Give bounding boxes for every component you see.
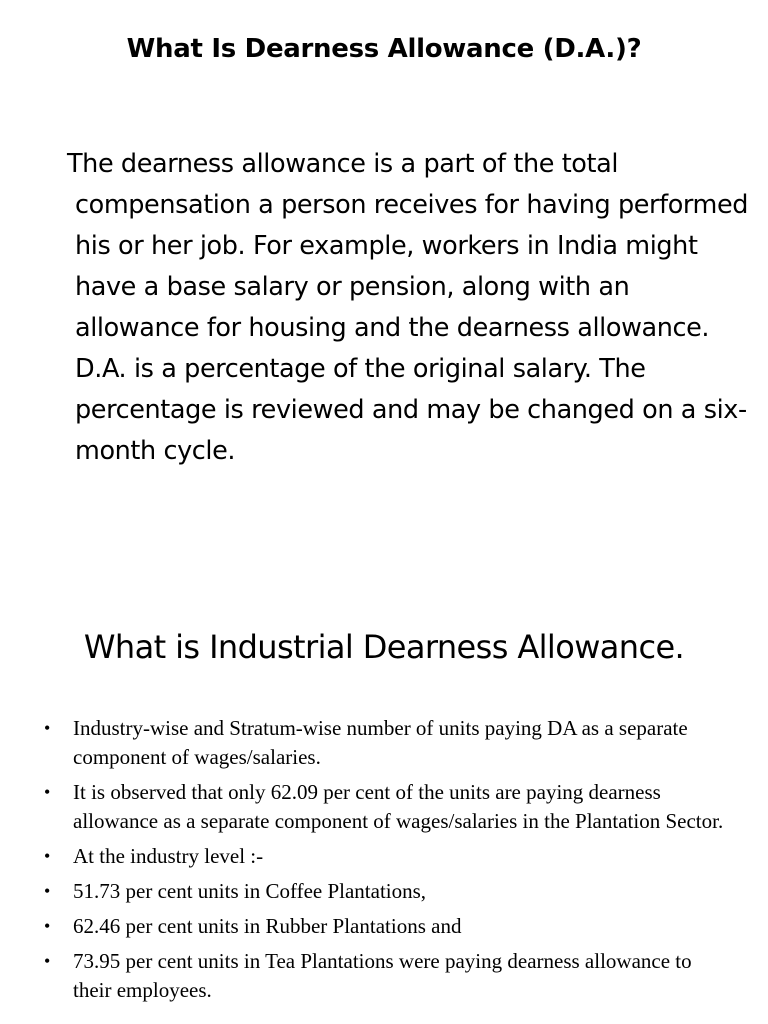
bullet-icon: • [44,846,51,866]
list-item-text: It is observed that only 62.09 per cent of the units are paying dearness allowance as a separate component of wages/salaries in the Plantation Sector. [73,780,724,833]
bullet-icon: • [44,881,51,901]
bullet-icon: • [44,951,51,971]
slide-title: What Is Dearness Allowance (D.A.)? [126,34,642,64]
definition-paragraph: The dearness allowance is a part of the total compensation a person receives for having performed his or her job. For example, workers in India might have a base salary or pension, along with an allowance for housing and the dearness allowance. D.A. is a percentage of the original salary. The percentage is reviewed and may be changed on a six-month cycle. [67,149,749,466]
list-item [44,714,734,772]
bullet-icon: • [44,718,51,738]
list-item [44,912,734,941]
list-item-text: 51.73 per cent units in Coffee Plantations, [73,879,427,903]
list-item [44,877,734,906]
list-item [44,842,734,871]
bullet-list [44,714,734,1011]
list-item [44,778,734,836]
list-item-text: 62.46 per cent units in Rubber Plantations and [73,914,462,938]
bullet-icon: • [44,782,51,802]
slide-title: What is Industrial Dearness Allowance. [83,628,685,666]
slide-industrial-dearness-allowance [0,600,768,1024]
bullet-icon: • [44,916,51,936]
list-item [44,947,734,1005]
list-item-text: At the industry level :- [73,844,264,868]
list-item-text: 73.95 per cent units in Tea Plantations were paying dearness allowance to their employees. [73,949,692,1002]
list-item-text: Industry-wise and Stratum-wise number of units paying DA as a separate component of wages/salaries. [73,716,688,769]
